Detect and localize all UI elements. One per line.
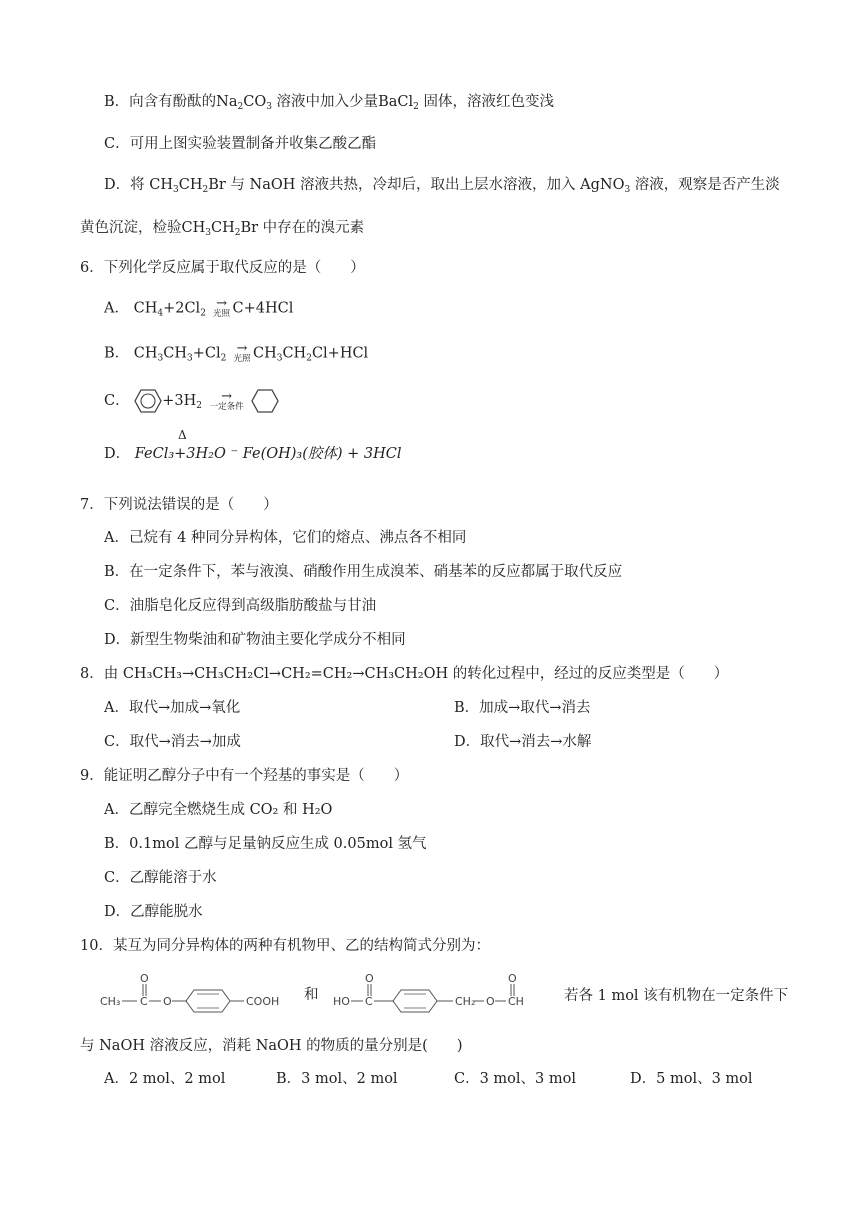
q5-option-d-cont: 黄色沉淀，检验$CH_3CH_2Br$ 中存在的溴元素: [80, 220, 365, 238]
svg-text:O: O: [508, 972, 517, 985]
q8-option-c: C．取代→消去→加成: [104, 734, 241, 750]
q10-option-c: C．3 mol、3 mol: [454, 1071, 576, 1087]
q9-option-c: C．乙醇能溶于水: [104, 870, 217, 886]
structure-formula-yi: [332, 968, 532, 1018]
q10-stem-tail: 若各 1 mol 该有机物在一定条件下: [564, 988, 789, 1004]
svg-text:CH₃: CH₃: [100, 995, 121, 1008]
q6-option-d: D． FeCl₃+3H₂O ⁻ Fe(OH)₃(胶体) + 3HCl: [104, 446, 402, 462]
benzene-ring-icon: [134, 388, 162, 414]
q6-stem: 6．下列化学反应属于取代反应的是（ ）: [80, 260, 365, 276]
reaction-arrow: → 一定条件: [209, 388, 244, 412]
q6-option-d-delta: Δ: [178, 428, 187, 442]
q9-stem: 9．能证明乙醇分子中有一个羟基的事实是（ ）: [80, 768, 409, 784]
svg-text:HO: HO: [333, 995, 350, 1008]
q7-stem: 7．下列说法错误的是（ ）: [80, 497, 278, 513]
q9-option-a: A．乙醇完全燃烧生成 CO₂ 和 H₂O: [104, 802, 333, 818]
svg-text:O: O: [163, 995, 172, 1008]
q7-option-b: B．在一定条件下，苯与液溴、硝酸作用生成溴苯、硝基苯的反应都属于取代反应: [104, 564, 623, 580]
structure-formula-jia: [98, 968, 294, 1018]
q6-option-c: C． $+3H_2$ → 一定条件: [104, 388, 279, 416]
q5-option-c: C．可用上图实验装置制备并收集乙酸乙酯: [104, 136, 377, 152]
svg-text:C: C: [365, 995, 373, 1008]
reaction-arrow: → 光照: [213, 296, 231, 319]
q9-option-b: B．0.1mol 乙醇与足量钠反应生成 0.05mol 氢气: [104, 836, 427, 852]
q8-option-a: A．取代→加成→氧化: [104, 700, 241, 716]
q6-option-a: A． $CH_4+2Cl_2$ → 光照 C+4HCl: [104, 296, 294, 319]
q6-option-b: B． $CH_3CH_3+Cl_2$ → 光照 $CH_3CH_2Cl+HCl$: [104, 341, 369, 364]
q5-option-d: D．将 $CH_3CH_2Br$ 与 NaOH 溶液共热，冷却后，取出上层水溶液，加入 AgNO$_3$ 溶液，观察是否产生淡: [104, 177, 780, 195]
q7-option-a: A．己烷有 4 种同分异构体，它们的熔点、沸点各不相同: [104, 530, 467, 546]
svg-text:O: O: [140, 972, 149, 985]
svg-text:O: O: [486, 995, 495, 1008]
reaction-arrow: → 光照: [233, 341, 251, 364]
q8-option-b: B．加成→取代→消去: [454, 700, 591, 716]
q10-option-b: B．3 mol、2 mol: [276, 1071, 398, 1087]
svg-text:CH: CH: [508, 995, 524, 1008]
svg-text:COOH: COOH: [246, 995, 280, 1008]
q8-stem: 8．由 CH₃CH₃→CH₃CH₂Cl→CH₂=CH₂→CH₃CH₂OH 的转化过程中，经过的反应类型是（ ）: [80, 666, 729, 682]
q5-option-b: B．向含有酚酞的$Na_2CO_3$ 溶液中加入少量BaCl$_2$ 固体，溶液红色变浅: [104, 94, 554, 112]
q7-option-d: D．新型生物柴油和矿物油主要化学成分不相同: [104, 632, 406, 648]
cyclohexane-ring-icon: [251, 388, 279, 414]
q10-stem-cont: 与 NaOH 溶液反应，消耗 NaOH 的物质的量分别是( ): [80, 1038, 463, 1054]
q10-option-a: A．2 mol、2 mol: [104, 1071, 226, 1087]
q10-stem: 10．某互为同分异构体的两种有机物甲、乙的结构简式分别为：: [80, 938, 490, 954]
q9-option-d: D．乙醇能脱水: [104, 904, 203, 920]
q10-option-d: D．5 mol、3 mol: [630, 1071, 753, 1087]
q10-and: 和: [304, 987, 319, 1003]
q8-option-d: D．取代→消去→水解: [454, 734, 592, 750]
svg-text:C: C: [140, 995, 148, 1008]
q7-option-c: C．油脂皂化反应得到高级脂肪酸盐与甘油: [104, 598, 377, 614]
svg-text:CH₂: CH₂: [455, 995, 476, 1008]
svg-text:O: O: [365, 972, 374, 985]
